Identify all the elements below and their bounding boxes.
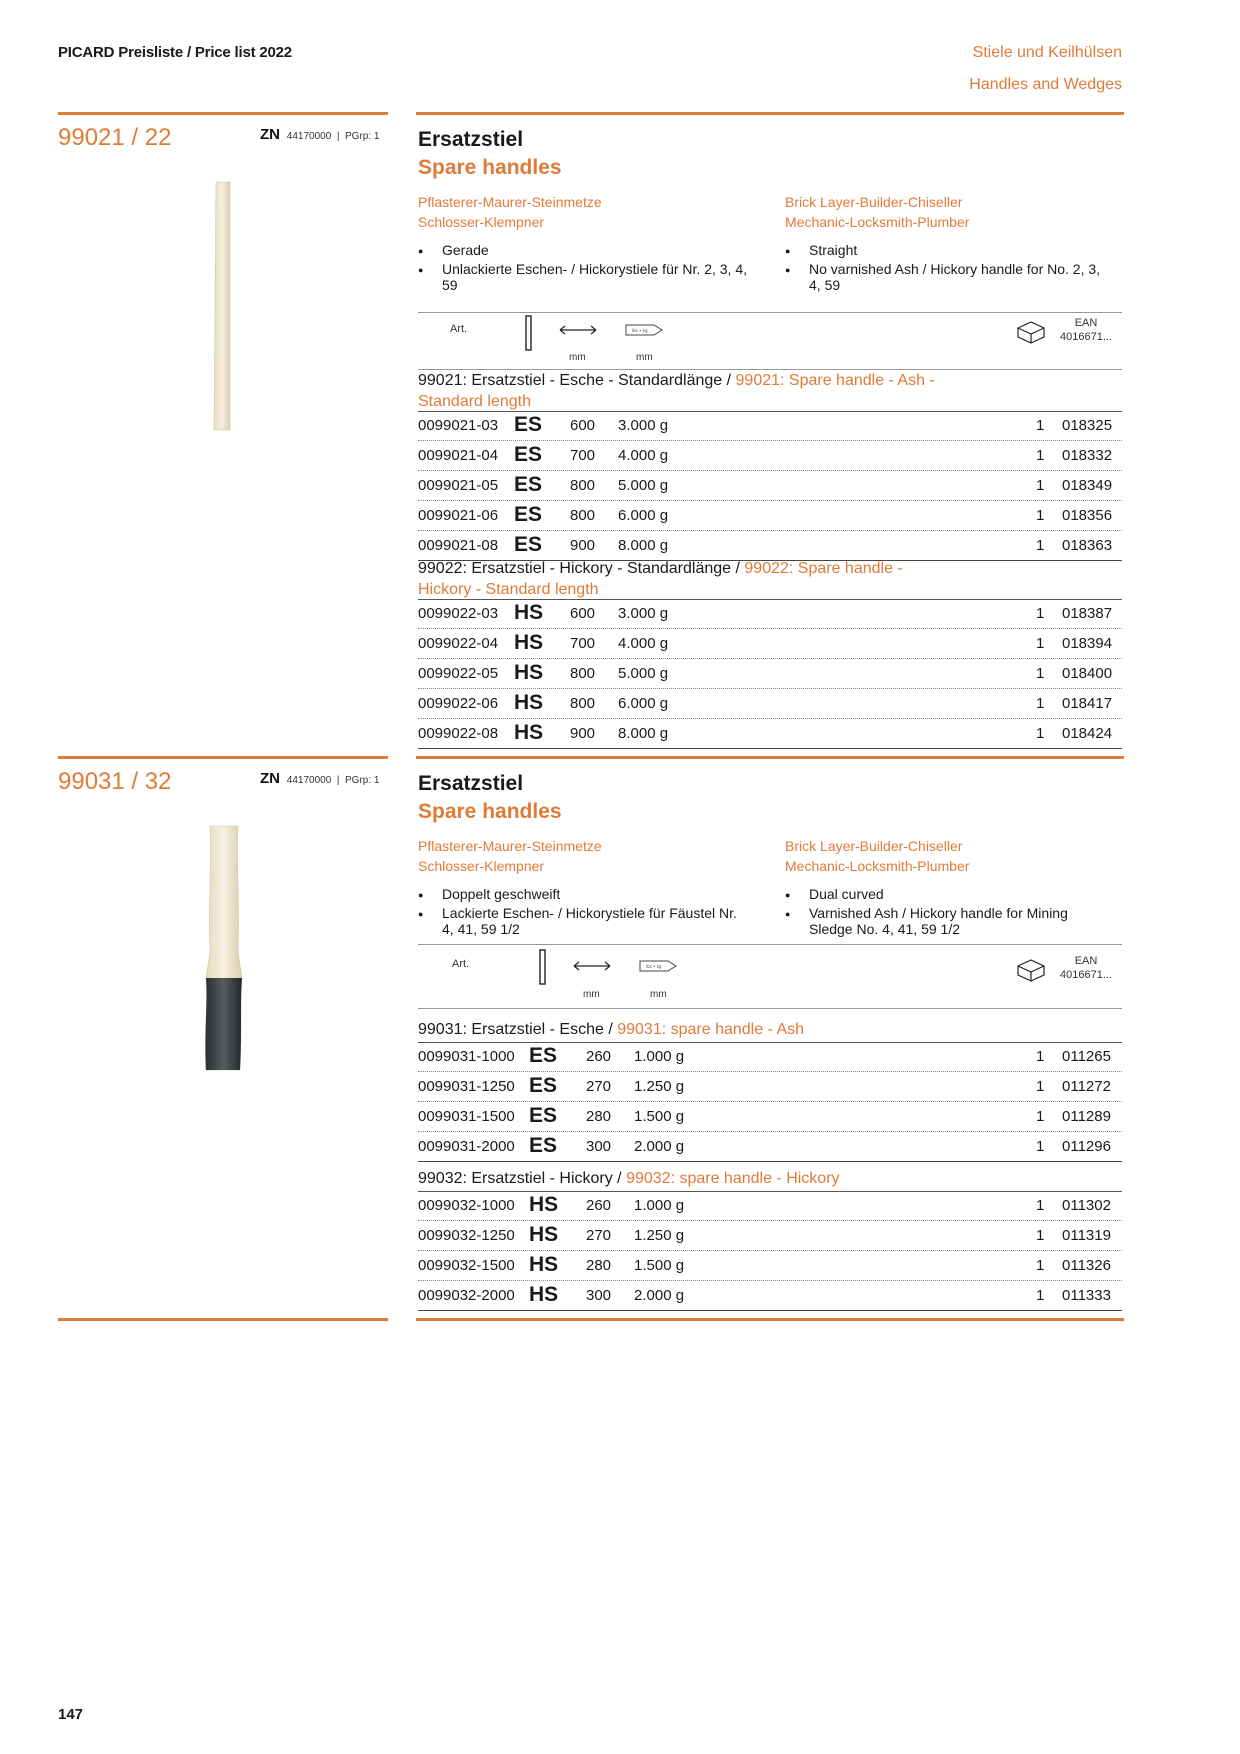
weight: 2.000 g xyxy=(634,1138,685,1155)
ean-code: 011333 xyxy=(1062,1287,1111,1304)
quantity: 1 xyxy=(1036,1227,1045,1244)
table-row xyxy=(418,1102,1122,1132)
zn-label: ZN xyxy=(260,770,280,787)
features-en xyxy=(785,242,1115,296)
quantity: 1 xyxy=(1036,417,1045,434)
length-mm: 260 xyxy=(586,1048,612,1065)
length-mm: 700 xyxy=(570,635,596,652)
table-header-top-line xyxy=(418,944,1122,945)
category-title-de: Stiele und Keilhülsen xyxy=(972,44,1122,61)
section-divider xyxy=(58,756,388,759)
weight: 1.500 g xyxy=(634,1108,685,1125)
double-arrow-icon xyxy=(558,322,598,338)
table-row xyxy=(418,719,1122,749)
length-mm: 270 xyxy=(586,1227,612,1244)
table-row xyxy=(418,531,1122,561)
feature-item: ● Varnished Ash / Hickory handle for Mining Sledge No. 4, 41, 59 1/2 xyxy=(785,905,1115,937)
section-end-divider xyxy=(58,1318,388,1321)
quantity: 1 xyxy=(1036,1197,1045,1214)
article-code: 0099031-2000 xyxy=(418,1138,515,1155)
length-icon xyxy=(524,314,534,352)
category-title-en: Handles and Wedges xyxy=(969,76,1122,93)
product-title-en: Spare handles xyxy=(418,156,562,179)
quantity: 1 xyxy=(1036,635,1045,652)
group-title-de: 99031: Ersatzstiel - Esche / xyxy=(418,1021,613,1038)
feature-item: ● Unlackierte Eschen- / Hickorystiele für Nr. 2, 3, 4, 59 xyxy=(418,261,748,293)
product-group: PGrp: 1 xyxy=(345,775,380,786)
trade-line: Schlosser-Klempner xyxy=(418,858,545,874)
article-code: 0099021-03 xyxy=(418,417,499,434)
trades-en xyxy=(785,836,969,876)
ean-code: 018417 xyxy=(1062,695,1113,712)
weight: 1.250 g xyxy=(634,1078,685,1095)
section-divider xyxy=(58,112,388,115)
features-de xyxy=(418,242,748,296)
length-mm: 800 xyxy=(570,477,596,494)
column-unit-mm: mm xyxy=(650,989,667,1000)
length-mm: 280 xyxy=(586,1108,612,1125)
article-code: 0099032-1000 xyxy=(418,1197,515,1214)
weight: 3.000 g xyxy=(618,417,669,434)
quantity: 1 xyxy=(1036,605,1045,622)
weight: 1.500 g xyxy=(634,1257,685,1274)
zn-label: ZN xyxy=(260,126,280,143)
article-code: 0099032-1500 xyxy=(418,1257,515,1274)
length-mm: 280 xyxy=(586,1257,612,1274)
column-header-article: Art. xyxy=(450,323,468,335)
material-code: HS xyxy=(514,631,544,654)
length-mm: 270 xyxy=(586,1078,612,1095)
ean-code: 018394 xyxy=(1062,635,1113,652)
material-code: HS xyxy=(514,691,544,714)
weight-icon xyxy=(624,322,664,338)
article-code: 0099021-06 xyxy=(418,507,499,524)
length-mm: 800 xyxy=(570,695,596,712)
group-title-de: 99022: Ersatzstiel - Hickory - Standardlänge / xyxy=(418,560,740,577)
article-code: 0099022-08 xyxy=(418,725,499,742)
separator: | xyxy=(334,131,343,142)
feature-item: ● Lackierte Eschen- / Hickorystiele für Fäustel Nr. 4, 41, 59 1/2 xyxy=(418,905,748,937)
material-code: HS xyxy=(514,601,544,624)
trades-de xyxy=(418,192,602,232)
material-code: ES xyxy=(514,473,543,496)
trades-de xyxy=(418,836,602,876)
weight: 6.000 g xyxy=(618,507,669,524)
article-code: 0099021-05 xyxy=(418,477,499,494)
features-de xyxy=(418,886,748,940)
zn-info xyxy=(260,770,379,787)
material-code: HS xyxy=(529,1283,559,1306)
article-code: 0099022-06 xyxy=(418,695,499,712)
material-code: ES xyxy=(529,1104,558,1127)
row-divider xyxy=(418,1310,1122,1311)
product-title-de: Ersatzstiel xyxy=(418,128,524,151)
group-title-en: 99022: Spare handle - Hickory - Standard length xyxy=(418,560,903,598)
trade-line: Brick Layer-Builder-Chiseller xyxy=(785,194,963,210)
weight: 5.000 g xyxy=(618,477,669,494)
ean-code: 018363 xyxy=(1062,537,1113,554)
length-icon xyxy=(538,948,548,986)
quantity: 1 xyxy=(1036,1257,1045,1274)
document-title: PICARD Preisliste / Price list 2022 xyxy=(58,44,292,61)
group-title xyxy=(418,1168,1118,1189)
trade-line: Pflasterer-Maurer-Steinmetze xyxy=(418,838,602,854)
length-mm: 800 xyxy=(570,665,596,682)
material-code: ES xyxy=(514,413,543,436)
zn-number: 44170000 xyxy=(286,131,332,142)
ean-code: 011272 xyxy=(1062,1078,1111,1095)
article-code: 0099022-05 xyxy=(418,665,499,682)
weight: 4.000 g xyxy=(618,635,669,652)
package-icon xyxy=(1016,958,1046,982)
curved-handle-image xyxy=(196,822,248,1078)
feature-item: ● No varnished Ash / Hickory handle for No. 2, 3, 4, 59 xyxy=(785,261,1115,293)
weight: 5.000 g xyxy=(618,665,669,682)
section-end-divider xyxy=(416,1318,1124,1321)
material-code: ES xyxy=(529,1074,558,1097)
article-code: 0099022-04 xyxy=(418,635,499,652)
ean-code: 011296 xyxy=(1062,1138,1111,1155)
ean-label: EAN xyxy=(1074,955,1098,967)
section-divider xyxy=(416,756,1124,759)
material-code: ES xyxy=(529,1044,558,1067)
weight: 1.000 g xyxy=(634,1197,685,1214)
quantity: 1 xyxy=(1036,665,1045,682)
trade-line: Pflasterer-Maurer-Steinmetze xyxy=(418,194,602,210)
features-en xyxy=(785,886,1115,940)
ean-prefix: 4016671... xyxy=(1060,969,1112,981)
row-divider xyxy=(418,1161,1122,1162)
material-code: HS xyxy=(514,661,544,684)
article-code: 0099022-03 xyxy=(418,605,499,622)
ean-prefix: 4016671... xyxy=(1060,331,1112,343)
length-mm: 800 xyxy=(570,507,596,524)
ean-code: 011319 xyxy=(1062,1227,1111,1244)
material-code: HS xyxy=(529,1253,559,1276)
article-code: 0099032-2000 xyxy=(418,1287,515,1304)
zn-number: 44170000 xyxy=(286,775,332,786)
weight-icon xyxy=(638,958,678,974)
article-number: 99031 / 32 xyxy=(58,768,172,795)
zn-info xyxy=(260,126,379,143)
trade-line: Schlosser-Klempner xyxy=(418,214,545,230)
trade-line: Mechanic-Locksmith-Plumber xyxy=(785,214,970,230)
feature-item: ● Dual curved xyxy=(785,886,1115,902)
quantity: 1 xyxy=(1036,1287,1045,1304)
weight: 4.000 g xyxy=(618,447,669,464)
svg-text:lbs • kg: lbs • kg xyxy=(646,964,662,969)
article-code: 0099031-1000 xyxy=(418,1048,515,1065)
weight: 6.000 g xyxy=(618,695,669,712)
weight: 8.000 g xyxy=(618,725,669,742)
table-row xyxy=(418,659,1122,689)
column-header-ean xyxy=(1056,954,1116,982)
table-header-bottom-line xyxy=(418,1008,1122,1009)
quantity: 1 xyxy=(1036,725,1045,742)
table-row xyxy=(418,411,1122,441)
quantity: 1 xyxy=(1036,1078,1045,1095)
group-title-en: 99031: spare handle - Ash xyxy=(617,1021,805,1038)
quantity: 1 xyxy=(1036,507,1045,524)
product-group: PGrp: 1 xyxy=(345,131,380,142)
ean-code: 018424 xyxy=(1062,725,1113,742)
quantity: 1 xyxy=(1036,1108,1045,1125)
separator: | xyxy=(334,775,343,786)
article-code: 0099021-08 xyxy=(418,537,499,554)
group-title xyxy=(418,558,938,600)
ean-code: 018325 xyxy=(1062,417,1113,434)
quantity: 1 xyxy=(1036,537,1045,554)
weight: 1.250 g xyxy=(634,1227,685,1244)
ean-code: 018387 xyxy=(1062,605,1113,622)
ean-code: 018400 xyxy=(1062,665,1113,682)
group-title xyxy=(418,370,938,412)
table-header-top-line xyxy=(418,312,1122,313)
trade-line: Brick Layer-Builder-Chiseller xyxy=(785,838,963,854)
article-number: 99021 / 22 xyxy=(58,124,172,151)
ean-label: EAN xyxy=(1074,317,1098,329)
table-row xyxy=(418,1191,1122,1221)
table-row xyxy=(418,629,1122,659)
table-row xyxy=(418,599,1122,629)
ean-code: 011326 xyxy=(1062,1257,1111,1274)
table-row xyxy=(418,501,1122,531)
material-code: HS xyxy=(529,1193,559,1216)
table-row xyxy=(418,1251,1122,1281)
length-mm: 260 xyxy=(586,1197,612,1214)
table-row xyxy=(418,689,1122,719)
group-title-de: 99021: Ersatzstiel - Esche - Standardlänge / xyxy=(418,372,732,389)
material-code: ES xyxy=(514,503,543,526)
ean-code: 018349 xyxy=(1062,477,1113,494)
table-row xyxy=(418,1132,1122,1162)
quantity: 1 xyxy=(1036,447,1045,464)
column-header-ean xyxy=(1056,316,1116,344)
feature-item: ● Straight xyxy=(785,242,1115,258)
material-code: HS xyxy=(529,1223,559,1246)
quantity: 1 xyxy=(1036,695,1045,712)
quantity: 1 xyxy=(1036,1138,1045,1155)
ean-code: 011265 xyxy=(1062,1048,1111,1065)
length-mm: 300 xyxy=(586,1287,612,1304)
length-mm: 600 xyxy=(570,417,596,434)
straight-handle-image xyxy=(200,180,240,436)
feature-item: ● Doppelt geschweift xyxy=(418,886,748,902)
table-row xyxy=(418,1072,1122,1102)
length-mm: 300 xyxy=(586,1138,612,1155)
article-code: 0099032-1250 xyxy=(418,1227,515,1244)
ean-code: 018356 xyxy=(1062,507,1113,524)
table-row xyxy=(418,441,1122,471)
column-header-article: Art. xyxy=(452,958,470,970)
product-title-de: Ersatzstiel xyxy=(418,772,524,795)
table-row xyxy=(418,1042,1122,1072)
group-title-de: 99032: Ersatzstiel - Hickory / xyxy=(418,1170,622,1187)
ean-code: 011289 xyxy=(1062,1108,1111,1125)
weight: 2.000 g xyxy=(634,1287,685,1304)
section-divider xyxy=(416,112,1124,115)
column-unit-mm: mm xyxy=(583,989,600,1000)
article-code: 0099031-1250 xyxy=(418,1078,515,1095)
material-code: HS xyxy=(514,721,544,744)
package-icon xyxy=(1016,320,1046,344)
group-title-en: 99032: spare handle - Hickory xyxy=(626,1170,840,1187)
weight: 8.000 g xyxy=(618,537,669,554)
quantity: 1 xyxy=(1036,1048,1045,1065)
column-unit-mm: mm xyxy=(636,352,653,363)
group-title xyxy=(418,1019,1118,1040)
length-mm: 600 xyxy=(570,605,596,622)
row-divider xyxy=(418,748,1122,749)
material-code: ES xyxy=(529,1134,558,1157)
trade-line: Mechanic-Locksmith-Plumber xyxy=(785,858,970,874)
table-row xyxy=(418,471,1122,501)
weight: 1.000 g xyxy=(634,1048,685,1065)
column-unit-mm: mm xyxy=(569,352,586,363)
product-title-en: Spare handles xyxy=(418,800,562,823)
article-code: 0099021-04 xyxy=(418,447,499,464)
article-code: 0099031-1500 xyxy=(418,1108,515,1125)
page-number: 147 xyxy=(58,1706,84,1723)
length-mm: 900 xyxy=(570,725,596,742)
table-row xyxy=(418,1281,1122,1311)
group-title-en: 99021: Spare handle - Ash - Standard length xyxy=(418,372,935,410)
material-code: ES xyxy=(514,533,543,556)
quantity: 1 xyxy=(1036,477,1045,494)
material-code: ES xyxy=(514,443,543,466)
trades-en xyxy=(785,192,969,232)
table-row xyxy=(418,1221,1122,1251)
length-mm: 700 xyxy=(570,447,596,464)
ean-code: 011302 xyxy=(1062,1197,1111,1214)
feature-item: ● Gerade xyxy=(418,242,748,258)
weight: 3.000 g xyxy=(618,605,669,622)
svg-text:lbs • kg: lbs • kg xyxy=(632,328,648,333)
double-arrow-icon xyxy=(572,958,612,974)
length-mm: 900 xyxy=(570,537,596,554)
ean-code: 018332 xyxy=(1062,447,1113,464)
